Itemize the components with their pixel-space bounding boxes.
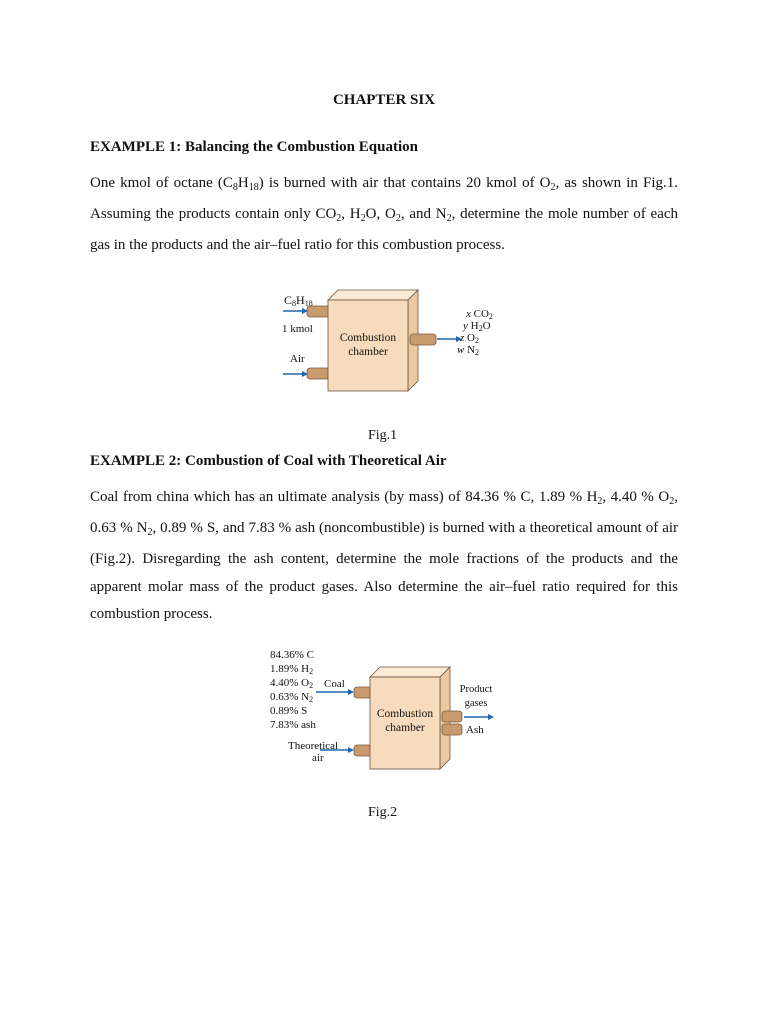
example1-text: gas in the products and the air–fuel ratio for this combustion process. [90,237,505,254]
example2-line [90,484,678,515]
example1-text: ) is burned with air that contains 20 kmol of O [258,175,551,191]
example2-line [90,574,678,601]
composition-item [270,705,307,717]
composition-text: 0.63% N [270,691,310,703]
example2-line [90,601,678,628]
chamber2-top-face [370,667,450,677]
example2-text: (Fig.2). Disregarding the ash content, determine the mole fractions of the products and the [90,551,678,568]
product-subscript: 2 [488,312,493,321]
example2-paragraph [90,484,678,628]
composition-item [270,691,313,706]
product-formula: O [467,332,475,344]
example1-subscript: 2 [360,213,366,225]
example2-text: , 0.89 % S, and 7.83 % ash (noncombustible) is burned with a theoretical amount of air [152,520,679,537]
coal-label: Coal [324,678,345,690]
example2-heading: EXAMPLE 2: Combustion of Coal with Theoretical Air [90,453,447,469]
example2-line [90,515,678,546]
example1-subscript: 2 [395,213,401,225]
product-coefficient: w [457,344,468,356]
fuel-amount-label: 1 kmol [282,323,313,335]
example2-text: apparent molar mass of the product gases. Also determine the air–fuel ratio required for this [90,578,678,595]
example1-subscript: 2 [550,182,556,193]
example1-text: , as shown in Fig.1. [555,175,679,191]
product-gases-arrow-head [488,714,494,720]
composition-item [270,677,313,692]
example1-line [90,201,678,232]
product-coefficient: y [463,320,471,332]
figure-1 [280,288,500,398]
example2-text: , [674,489,678,505]
example1-text: Assuming the products contain only CO [90,206,337,223]
product-gases-label: Product gases [459,684,493,709]
product-outlet-pipe [442,711,462,722]
example1-subscript: 18 [248,182,259,193]
example2-text: , 4.40 % O [602,489,670,505]
composition-subscript: 2 [309,695,314,704]
example1-subscript: 8 [232,182,238,193]
theoretical-air-arrow-head [348,747,354,753]
air-inlet-pipe [307,368,331,379]
composition-item [270,719,316,731]
composition-text: 4.40% O [270,677,310,689]
product-formula: CO [473,308,489,320]
figure-1-caption: Fig.1 [368,428,398,443]
chamber2-label: Combustion chamber [376,708,434,734]
example1-line [90,232,678,259]
product-formula-tail: O [482,320,491,332]
chapter-title: CHAPTER SIX [332,92,436,108]
example1-subscript: 2 [446,213,452,225]
outlet-pipe [410,334,436,345]
theoretical-air-label: Theoretical air [288,740,339,764]
composition-item [270,663,313,678]
composition-text: 1.89% H [270,663,310,675]
example1-paragraph [90,170,678,260]
composition-text: 0.89% S [270,705,308,717]
example2-subscript: 2 [147,527,153,539]
chamber-top-face [328,290,418,300]
composition-text: 7.83% ash [270,719,316,731]
composition-subscript: 2 [309,681,314,690]
example2-text: combustion process. [90,605,213,622]
product-subscript: 2 [474,336,479,345]
example1-subscript: 2 [336,213,342,225]
example1-text: One kmol of octane (C [90,175,233,191]
product-subscript: 2 [478,324,483,333]
example1-heading: EXAMPLE 1: Balancing the Combustion Equation [90,139,418,155]
figure-2-caption: Fig.2 [368,805,398,820]
ash-outlet-pipe [442,724,462,735]
product-subscript: 2 [475,348,480,357]
example1-text: , H [341,206,361,223]
figure-2 [270,647,510,772]
ash-label: Ash [466,724,484,736]
air-label: Air [290,353,305,365]
example1-line [90,170,678,201]
example1-text: , determine the mole number of each [451,206,679,223]
composition-subscript: 2 [309,667,314,676]
chamber-label: Combustion chamber [339,332,397,358]
product-coefficient: x [466,308,474,320]
product-item [457,344,479,359]
coal-arrow-head [348,689,354,695]
product-formula: H [470,320,479,332]
example1-text: H [237,175,249,191]
composition-item [270,649,314,661]
example2-subscript: 2 [669,496,675,507]
fuel-label: $C_8H_{18}$ [284,293,313,308]
example2-line [90,546,678,573]
example1-text: O, O [365,206,396,223]
example2-text: Coal from china which has an ultimate analysis (by mass) of 84.36 % C, 1.89 % H [90,489,598,505]
product-coefficient: z [460,332,468,344]
example2-subscript: 2 [597,496,603,507]
example1-text: , and N [400,206,447,223]
composition-text: 84.36% C [270,649,314,661]
example2-text: 0.63 % N [90,520,148,537]
product-formula: N [467,344,476,356]
